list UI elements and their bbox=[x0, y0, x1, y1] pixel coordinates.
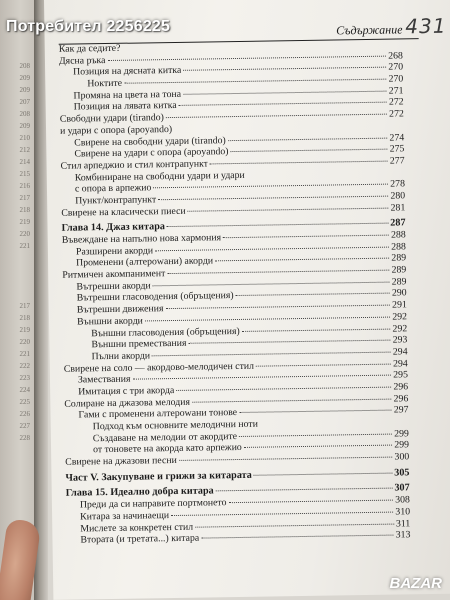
left-page-number: 210 bbox=[19, 134, 30, 142]
toc-entry-title: Ноктите bbox=[87, 77, 123, 90]
left-page-number: 219 bbox=[19, 218, 30, 226]
toc-entry-title: от тоновете на акорда като арпежио bbox=[92, 442, 242, 456]
toc-entry-title: Външни акорди bbox=[76, 315, 143, 328]
toc-entry-title: Вътрешни движения bbox=[76, 303, 164, 316]
toc-entry-title: Как да седите? bbox=[58, 42, 121, 55]
toc-entry-page: 277 bbox=[389, 155, 405, 167]
toc-leader-dots bbox=[179, 101, 387, 106]
toc-entry-title: Пълни акорди bbox=[91, 350, 151, 363]
left-page-number: 221 bbox=[19, 242, 30, 250]
left-page-number: 209 bbox=[19, 122, 30, 130]
toc-entry-page: 297 bbox=[393, 404, 409, 416]
left-page-number: 215 bbox=[19, 170, 30, 178]
left-page-number bbox=[6, 264, 30, 276]
left-page-number: 218 bbox=[19, 314, 30, 322]
toc-leader-dots bbox=[152, 350, 391, 356]
toc-entry bbox=[65, 467, 409, 484]
toc-entry-title: Глава 14. Джаз китара bbox=[61, 221, 166, 235]
toc-entry-page: 313 bbox=[395, 529, 411, 541]
toc-leader-dots bbox=[230, 148, 387, 152]
toc-entry-title: с опора в арпежио bbox=[74, 182, 152, 195]
toc-entry-page: 295 bbox=[393, 369, 409, 381]
toc-entry-page: 270 bbox=[388, 73, 404, 85]
toc-entry-title: и удари с опора (apoyando) bbox=[59, 123, 173, 137]
toc-entry-title: Преди да си направите портмонето bbox=[79, 497, 227, 511]
toc-entry-page: 311 bbox=[395, 517, 411, 530]
toc-entry-title: Ритмичен акомпанимент bbox=[62, 268, 166, 281]
toc-entry-title: Солиране на джазова мелодия bbox=[64, 396, 191, 410]
toc-leader-dots bbox=[210, 159, 388, 164]
toc-leader-dots bbox=[192, 397, 392, 402]
toc-entry-title: Външни гласоводения (обръщения) bbox=[91, 325, 240, 339]
toc-leader-dots bbox=[124, 78, 387, 84]
toc-entry-title: Част V. Закупуване и грижи за китарата bbox=[65, 469, 252, 484]
toc-entry-title: Създаване на мелодии от акордите bbox=[92, 430, 238, 444]
toc-entry-title: Дясна ръка bbox=[58, 54, 106, 67]
user-watermark: Потребител 2256225 bbox=[6, 18, 171, 35]
left-page-number bbox=[6, 252, 30, 264]
left-page-number: 212 bbox=[19, 146, 30, 154]
toc-entry-page: 290 bbox=[391, 287, 407, 300]
left-page-number: 221 bbox=[19, 350, 30, 358]
toc-entry-title: Вътрешни акорди bbox=[76, 280, 151, 293]
toc-entry-title: Комбиниране на свободни удари и удари bbox=[74, 169, 245, 184]
toc-entry-title: Позиция на лявата китка bbox=[73, 100, 177, 113]
left-page-number: 225 bbox=[19, 398, 30, 406]
left-page-number bbox=[6, 276, 30, 288]
toc-entry-page: 305 bbox=[394, 467, 410, 479]
toc-entry-title: Втората (и третата...) китара bbox=[80, 532, 200, 546]
left-page-number: 209 bbox=[19, 74, 30, 82]
toc-entry-title: Вътрешни гласоводения (обръщения) bbox=[76, 290, 234, 304]
toc-leader-dots bbox=[165, 304, 390, 310]
toc-entry-page: 294 bbox=[392, 357, 408, 370]
toc-entry-page: 296 bbox=[393, 381, 409, 393]
toc-entry-page: 275 bbox=[389, 143, 405, 155]
left-page-number: 224 bbox=[19, 386, 30, 394]
left-page-number: 208 bbox=[19, 62, 30, 70]
left-page-number: 227 bbox=[19, 422, 30, 430]
toc-entry-page: 289 bbox=[391, 276, 407, 288]
toc-leader-dots bbox=[256, 362, 391, 366]
left-page-number: 222 bbox=[19, 362, 30, 370]
toc-leader-dots bbox=[155, 245, 389, 251]
table-of-contents bbox=[59, 38, 411, 546]
toc-leader-dots bbox=[132, 374, 391, 380]
left-page-number: 223 bbox=[19, 374, 30, 382]
left-page-number: 214 bbox=[19, 158, 30, 166]
toc-leader-dots bbox=[153, 183, 388, 189]
toc-entry-title: Свирене на класически пиеси bbox=[61, 205, 186, 219]
toc-entry-title: Мислете за конкретен стил bbox=[80, 521, 194, 534]
toc-leader-dots bbox=[183, 89, 387, 94]
left-page-number: 228 bbox=[19, 434, 30, 442]
toc-entry-title: Свободни удари (tirando) bbox=[59, 112, 164, 125]
toc-entry-title: Гами с променени алтерowани тонове bbox=[78, 407, 238, 421]
toc-leader-dots bbox=[201, 534, 394, 539]
toc-leader-dots bbox=[254, 471, 392, 475]
left-page-number: 220 bbox=[19, 230, 30, 238]
toc-entry-page: 278 bbox=[390, 178, 406, 190]
left-page-number: 217 bbox=[19, 302, 30, 310]
toc-entry-title: Външни премествания bbox=[91, 337, 187, 351]
header-title: Съдържание bbox=[336, 22, 403, 38]
toc-leader-dots bbox=[183, 66, 386, 71]
toc-leader-dots bbox=[188, 206, 389, 211]
left-page-edge bbox=[0, 0, 34, 600]
toc-leader-dots bbox=[228, 136, 388, 141]
toc-entry-page: 299 bbox=[394, 439, 410, 451]
toc-leader-dots bbox=[216, 487, 393, 492]
toc-entry-page: 292 bbox=[392, 322, 408, 335]
handwritten-page-number: 431 bbox=[405, 13, 447, 39]
toc-entry-title: Разширени акорди bbox=[75, 245, 154, 258]
toc-entry-title: Замествания bbox=[77, 373, 131, 386]
toc-entry-page: 296 bbox=[393, 392, 409, 405]
toc-entry-page: 291 bbox=[392, 299, 407, 311]
toc-leader-dots bbox=[107, 54, 386, 60]
left-page-numbers bbox=[6, 60, 30, 444]
left-page-number: 226 bbox=[19, 410, 30, 418]
toc-entry-title: Свирене на джазови песни bbox=[65, 455, 177, 468]
toc-leader-dots bbox=[176, 386, 391, 391]
toc-leader-dots bbox=[239, 409, 392, 413]
toc-entry-page: 288 bbox=[391, 241, 407, 253]
bazar-logo: BAZAR bbox=[389, 575, 442, 592]
book-page bbox=[44, 0, 450, 600]
toc-entry-title: Свирене на свободни удари (tirando) bbox=[74, 134, 226, 149]
toc-entry-page: 281 bbox=[390, 201, 406, 214]
left-page-number: 219 bbox=[19, 326, 30, 334]
toc-entry-page: 292 bbox=[392, 311, 408, 323]
left-page-number: 209 bbox=[19, 86, 30, 94]
toc-leader-dots bbox=[179, 456, 393, 461]
left-page-number: 218 bbox=[19, 206, 30, 214]
toc-entry-title: Имитация с три акорда bbox=[78, 384, 175, 398]
toc-entry-page: 310 bbox=[395, 506, 411, 518]
toc-entry-title: Китара за начинаещи bbox=[80, 509, 170, 523]
toc-entry-page: 274 bbox=[389, 131, 405, 144]
toc-entry-page: 300 bbox=[394, 451, 410, 463]
toc-entry-page: 271 bbox=[388, 85, 404, 97]
left-page-number: 220 bbox=[19, 338, 30, 346]
toc-leader-dots bbox=[228, 499, 393, 504]
toc-leader-dots bbox=[158, 195, 388, 201]
toc-entry-page: 294 bbox=[392, 346, 408, 358]
toc-entry-title: Промяна на цвета на тона bbox=[73, 88, 182, 102]
toc-leader-dots bbox=[223, 234, 389, 239]
toc-leader-dots bbox=[244, 444, 393, 448]
toc-leader-dots bbox=[239, 432, 392, 436]
toc-entry-title: Позиция на дясната китка bbox=[73, 65, 182, 78]
toc-entry-page: 293 bbox=[392, 334, 408, 346]
toc-leader-dots bbox=[236, 292, 390, 296]
toc-entry-title: Свирене на удари с опора (apoyando) bbox=[74, 146, 229, 160]
toc-entry-page: 272 bbox=[388, 96, 404, 109]
toc-leader-dots bbox=[153, 280, 390, 286]
toc-leader-dots bbox=[188, 339, 390, 344]
toc-entry-title: Въвеждане на напълно нова хармония bbox=[61, 232, 222, 246]
left-page-number bbox=[6, 288, 30, 300]
toc-entry-page: 280 bbox=[390, 190, 406, 202]
toc-leader-dots bbox=[242, 327, 391, 331]
toc-entry-page: 308 bbox=[395, 494, 410, 506]
toc-entry-page: 272 bbox=[389, 108, 404, 120]
left-page-number: 208 bbox=[19, 110, 30, 118]
toc-leader-dots bbox=[215, 257, 389, 262]
toc-entry-title: Подход към основните мелодични ноти bbox=[92, 418, 259, 433]
toc-entry-page: 270 bbox=[388, 61, 404, 73]
toc-leader-dots bbox=[145, 315, 390, 321]
toc-entry-title: Пункт/контрапункт bbox=[75, 194, 157, 207]
left-page-number: 216 bbox=[19, 182, 30, 190]
toc-entry-page: 268 bbox=[388, 50, 404, 62]
toc-entry-page: 289 bbox=[391, 264, 407, 276]
toc-entry-title: Променени (алтерowани) акорди bbox=[76, 255, 214, 269]
toc-leader-dots bbox=[166, 113, 387, 118]
toc-entry-page: 307 bbox=[394, 482, 410, 494]
left-page-number: 207 bbox=[19, 98, 30, 106]
toc-leader-dots bbox=[167, 269, 389, 274]
toc-leader-dots bbox=[171, 510, 393, 515]
toc-entry-title: Свирене на соло — акордово-мелодичен стил bbox=[63, 360, 255, 375]
toc-entry-title: Стил арпеджио и стил контрапункт bbox=[60, 158, 209, 172]
toc-entry-page: 289 bbox=[391, 252, 407, 264]
toc-entry-page: 288 bbox=[390, 229, 406, 241]
toc-entry-page: 287 bbox=[390, 217, 406, 229]
toc-leader-dots bbox=[167, 222, 388, 227]
toc-entry-page: 299 bbox=[394, 428, 409, 440]
toc-entry-title: Глава 15. Идеално добра китара bbox=[65, 485, 214, 500]
left-page-number: 217 bbox=[19, 194, 30, 202]
toc-leader-dots bbox=[195, 522, 394, 527]
